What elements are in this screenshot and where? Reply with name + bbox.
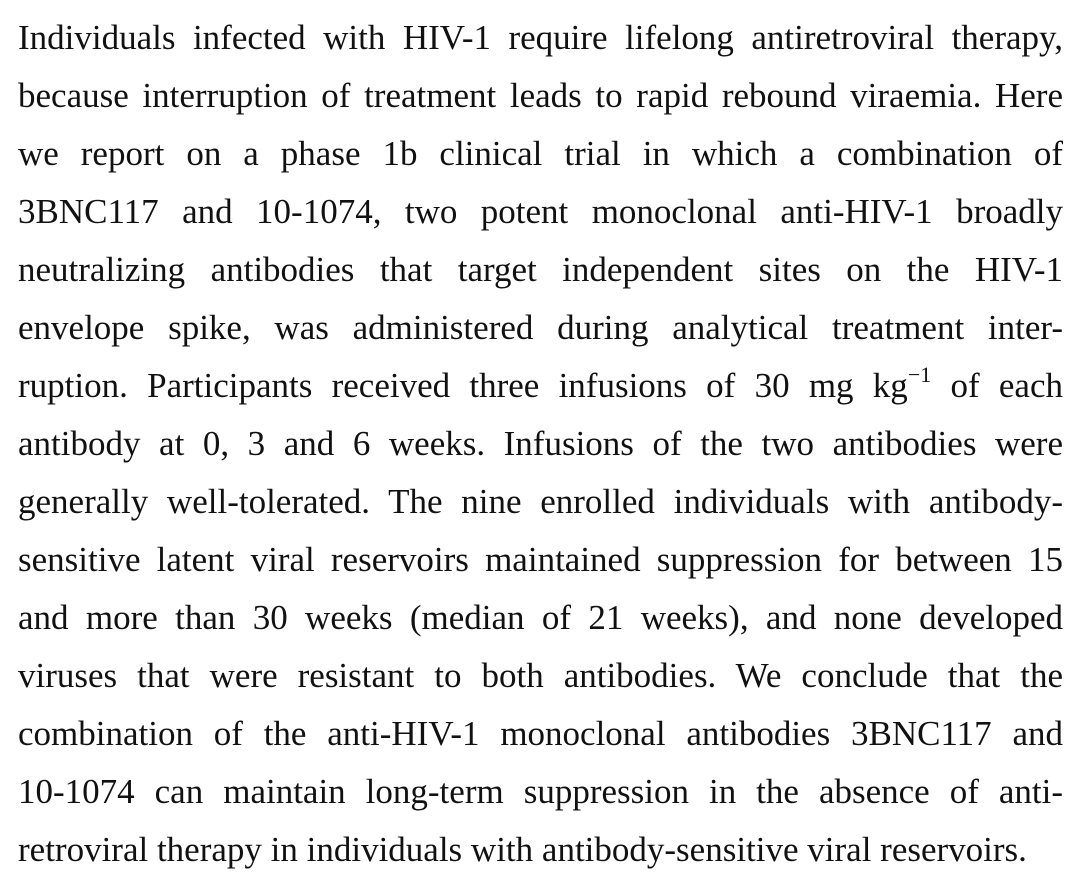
abstract-line: antibody at 0, 3 and 6 weeks. Infusions of the two antibodies were — [18, 424, 1063, 463]
abstract-line: and more than 30 weeks (median of 21 weeks), and none developed — [18, 598, 1063, 637]
abstract-line: 10-1074 can maintain long-term suppression in the absence of anti- — [18, 772, 1063, 811]
abstract-paragraph — [18, 9, 1063, 879]
abstract-line-dosage — [18, 357, 1063, 415]
abstract-line: we report on a phase 1b clinical trial in which a combination of — [18, 134, 1063, 173]
dosage-text-before: ruption. Participants received three infusions of 30 mg kg — [18, 366, 908, 405]
abstract-line: viruses that were resistant to both antibodies. We conclude that the — [18, 656, 1063, 695]
abstract-line: Individuals infected with HIV-1 require lifelong antiretroviral therapy, — [18, 18, 1063, 57]
abstract-line: generally well-tolerated. The nine enrolled individuals with antibody- — [18, 482, 1063, 521]
abstract-line: combination of the anti-HIV-1 monoclonal antibodies 3BNC117 and — [18, 714, 1063, 753]
abstract-line: 3BNC117 and 10-1074, two potent monoclonal anti-HIV-1 broadly — [18, 192, 1063, 231]
dosage-unit-superscript: −1 — [907, 362, 932, 388]
abstract-line: sensitive latent viral reservoirs maintained suppression for between 15 — [18, 540, 1063, 579]
abstract-line: because interruption of treatment leads to rapid rebound viraemia. Here — [18, 76, 1063, 115]
abstract-line: neutralizing antibodies that target independent sites on the HIV-1 — [18, 250, 1063, 289]
dosage-text-after: of each — [931, 366, 1063, 405]
abstract-line: envelope spike, was administered during analytical treatment inter- — [18, 308, 1063, 347]
abstract-line-last: retroviral therapy in individuals with antibody-sensitive viral reservoirs. — [18, 830, 1027, 869]
